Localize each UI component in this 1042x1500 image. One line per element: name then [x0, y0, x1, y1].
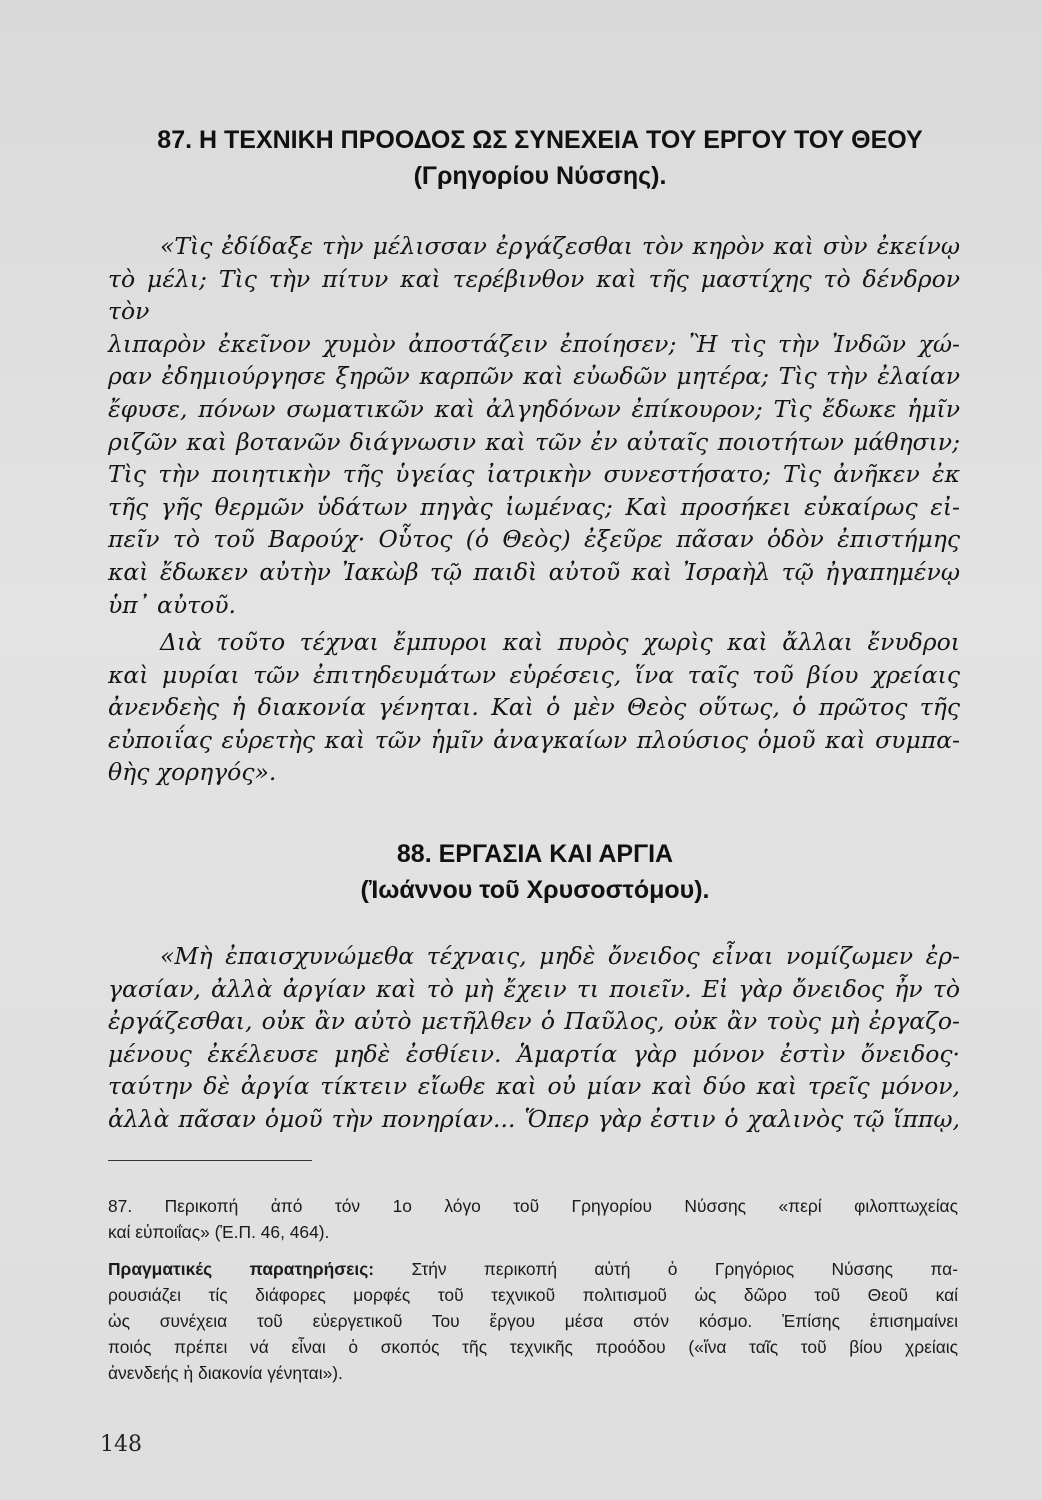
text-line: καὶ ἔδωκεν αὐτὴν Ἰακὼβ τῷ παιδὶ αὐτοῦ καὶ Ἰσραὴλ τῷ ἠγαπημένῳ — [108, 557, 960, 586]
footnote-line: ἀνενδεής ἡ διακονία γένηται»). — [108, 1363, 343, 1383]
text-line: ὑπ᾽ αὐτοῦ. — [108, 590, 237, 619]
text-line: «Μὴ ἐπαισχυνώμεθα τέχναις, μηδὲ ὄνειδος εἶναι νομίζωμεν ἐρ- — [160, 942, 960, 970]
section-87-paragraph-2 — [108, 626, 960, 789]
section-88-subtitle: (Ἰωάννου τοῦ Χρυσοστόμου). — [360, 876, 710, 904]
footnote-line: 87. Περικοπή ἀπό τόν 1ο λόγο τοῦ Γρηγορίου Νύσσης «περί φιλοπτωχείας — [108, 1196, 958, 1216]
footnote-87 — [108, 1193, 958, 1245]
text-line: Τὶς τὴν ποιητικὴν τῆς ὑγείας ἰατρικὴν συνεστήσατο; Τὶς ἀνῆκεν ἐκ — [108, 460, 960, 489]
section-88-heading — [200, 836, 870, 908]
text-line: θὴς χορηγός». — [108, 758, 277, 787]
text-line: εὐποιΐας εὑρετὴς καὶ τῶν ἡμῖν ἀναγκαίων πλούσιος ὁμοῦ καὶ συμπα- — [108, 725, 960, 754]
text-line: ριζῶν καὶ βοτανῶν διάγνωσιν καὶ τῶν ἐν αὐταῖς ποιοτήτων μάθησιν; — [108, 427, 960, 456]
text-line: ταύτην δὲ ἀργία τίκτειν εἴωθε καὶ οὐ μίαν καὶ δύο καὶ τρεῖς μόνον, — [108, 1072, 960, 1101]
text-line: τῆς γῆς θερμῶν ὑδάτων πηγὰς ἰωμένας; Καὶ προσήκει εὐκαίρως εἰ- — [108, 492, 960, 521]
section-87-title: 87. Η ΤΕΧΝΙΚΗ ΠΡΟΟΔΟΣ ΩΣ ΣΥΝΕΧΕΙΑ ΤΟΥ ΕΡΓΟΥ ΤΟΥ ΘΕΟΥ — [157, 126, 923, 154]
remarks-label: Πραγματικές παρατηρήσεις: — [108, 1259, 375, 1279]
section-87-subtitle: (Γρηγορίου Νύσσης). — [413, 162, 667, 190]
footnote-line: ποιός πρέπει νά εἶναι ὁ σκοπός τῆς τεχνικῆς προόδου («ἵνα ταῖς τοῦ βίου χρείαις — [108, 1337, 958, 1357]
footnote-line: ρουσιάζει τίς διάφορες μορφές τοῦ τεχνικοῦ πολιτισμοῦ ὡς δῶρο τοῦ Θεοῦ καί — [108, 1285, 958, 1305]
section-88-title: 88. ΕΡΓΑΣΙΑ ΚΑΙ ΑΡΓΙΑ — [396, 840, 674, 868]
remarks-text-start: Στήν περικοπή αὐτή ὁ Γρηγόριος Νύσσης πα- — [411, 1259, 958, 1279]
footnote-remarks — [108, 1256, 958, 1386]
footnote-line: καί εὐποιΐας» (Ἑ.Π. 46, 464). — [108, 1222, 330, 1242]
text-line: μένους ἐκέλευσε μηδὲ ἐσθίειν. Ἁμαρτία γὰρ μόνον ἐστὶν ὄνειδος· — [108, 1039, 960, 1068]
section-88-paragraph-1 — [108, 940, 960, 1136]
page-number: 148 — [100, 1432, 142, 1457]
text-line: «Τὶς ἐδίδαξε τὴν μέλισσαν ἐργάζεσθαι τὸν κηρὸν καὶ σὺν ἐκείνῳ — [160, 232, 960, 260]
text-line: ραν ἐδημιούργησε ξηρῶν καρπῶν καὶ εὐωδῶν μητέρα; Τὶς τὴν ἐλαίαν — [108, 362, 960, 391]
text-line: λιπαρὸν ἐκεῖνον χυμὸν ἀποστάζειν ἐποίησεν; Ἢ τὶς τὴν Ἰνδῶν χώ- — [108, 329, 960, 358]
section-87-paragraph-1 — [108, 230, 960, 621]
text-line: ἀνενδεὴς ἡ διακονία γένηται. Καὶ ὁ μὲν Θεὸς οὕτως, ὁ πρῶτος τῆς — [108, 693, 960, 722]
footnote-line: ὡς συνέχεια τοῦ εὐεργετικοῦ Του ἔργου μέσα στόν κόσμο. Ἐπίσης ἐπισημαίνει — [108, 1311, 958, 1331]
text-line: γασίαν, ἀλλὰ ἀργίαν καὶ τὸ μὴ ἔχειν τι ποιεῖν. Εἰ γὰρ ὄνειδος ἦν τὸ — [108, 974, 960, 1003]
footnote-line — [108, 1256, 958, 1282]
text-line: καὶ μυρίαι τῶν ἐπιτηδευμάτων εὑρέσεις, ἵνα ταῖς τοῦ βίου χρείαις — [108, 660, 960, 689]
section-87-heading — [120, 122, 960, 194]
text-line: πεῖν τὸ τοῦ Βαρούχ· Οὗτος (ὁ Θεὸς) ἐξεῦρε πᾶσαν ὁδὸν ἐπιστήμης — [108, 525, 960, 554]
text-line: Διὰ τοῦτο τέχναι ἔμπυροι καὶ πυρὸς χωρὶς καὶ ἄλλαι ἔνυδροι — [160, 628, 960, 656]
text-line: ἔφυσε, πόνων σωματικῶν καὶ ἀλγηδόνων ἐπίκουρον; Τὶς ἔδωκε ἡμῖν — [108, 394, 960, 423]
text-line: ἐργάζεσθαι, οὐκ ἂν αὐτὸ μετῆλθεν ὁ Παῦλος, οὐκ ἂν τοὺς μὴ ἐργαζο- — [108, 1007, 960, 1036]
text-line: ἀλλὰ πᾶσαν ὁμοῦ τὴν πονηρίαν... Ὅπερ γὰρ ἐστιν ὁ χαλινὸς τῷ ἵππῳ, — [108, 1104, 960, 1133]
text-line: τὸ μέλι; Τὶς τὴν πίτυν καὶ τερέβινθον καὶ τῆς μαστίχης τὸ δένδρον τὸν — [108, 264, 960, 326]
footnote-divider — [108, 1160, 312, 1161]
